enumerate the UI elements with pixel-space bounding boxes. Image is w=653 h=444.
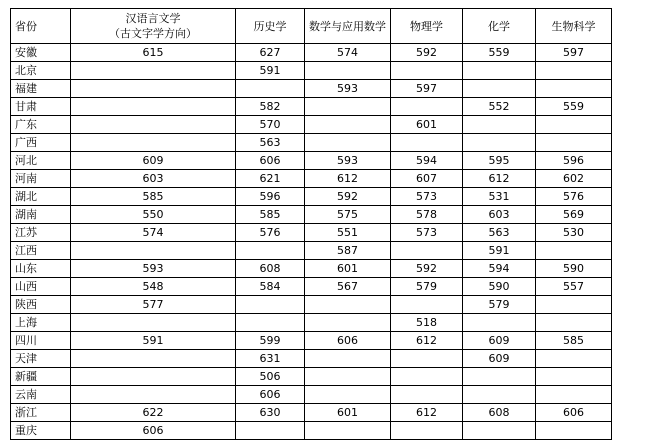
province-cell: 福建 [11, 80, 71, 98]
table-row [11, 386, 612, 404]
header-chinese-literature [71, 9, 236, 44]
table-row [11, 62, 612, 80]
score-cell [391, 422, 463, 440]
score-cell: 577 [71, 296, 236, 314]
score-cell: 601 [305, 404, 391, 422]
score-cell [236, 242, 305, 260]
header-history: 历史学 [236, 9, 305, 44]
score-cell: 606 [236, 386, 305, 404]
score-cell [536, 80, 612, 98]
score-cell [391, 350, 463, 368]
score-cell [463, 80, 536, 98]
table-row [11, 116, 612, 134]
score-cell: 596 [236, 188, 305, 206]
score-cell: 622 [71, 404, 236, 422]
score-cell: 591 [71, 332, 236, 350]
header-physics: 物理学 [391, 9, 463, 44]
score-cell: 595 [463, 152, 536, 170]
score-cell [71, 386, 236, 404]
province-cell: 甘肃 [11, 98, 71, 116]
score-cell: 592 [391, 260, 463, 278]
score-cell: 609 [463, 350, 536, 368]
table-row [11, 224, 612, 242]
score-cell [536, 134, 612, 152]
score-cell: 550 [71, 206, 236, 224]
score-cell: 599 [236, 332, 305, 350]
score-cell: 585 [236, 206, 305, 224]
table-row [11, 170, 612, 188]
score-cell [463, 368, 536, 386]
table-row [11, 260, 612, 278]
score-cell: 601 [305, 260, 391, 278]
score-cell: 621 [236, 170, 305, 188]
score-cell: 603 [463, 206, 536, 224]
table-row [11, 188, 612, 206]
score-cell [71, 134, 236, 152]
score-cell: 576 [536, 188, 612, 206]
score-cell: 563 [463, 224, 536, 242]
score-cell: 573 [391, 224, 463, 242]
score-cell [391, 386, 463, 404]
table-row [11, 98, 612, 116]
score-cell [71, 116, 236, 134]
score-cell [236, 296, 305, 314]
score-cell: 596 [536, 152, 612, 170]
score-cell [463, 116, 536, 134]
score-cell: 592 [391, 44, 463, 62]
score-cell: 606 [305, 332, 391, 350]
score-cell: 593 [305, 80, 391, 98]
score-table-container [10, 8, 612, 440]
score-cell [536, 62, 612, 80]
score-cell [463, 314, 536, 332]
score-cell: 612 [305, 170, 391, 188]
table-row [11, 404, 612, 422]
score-cell: 579 [463, 296, 536, 314]
score-cell [305, 62, 391, 80]
province-cell: 重庆 [11, 422, 71, 440]
province-cell: 四川 [11, 332, 71, 350]
score-cell [536, 368, 612, 386]
score-cell [536, 242, 612, 260]
score-cell [305, 116, 391, 134]
score-cell: 607 [391, 170, 463, 188]
score-cell [463, 386, 536, 404]
score-cell [536, 314, 612, 332]
score-cell: 570 [236, 116, 305, 134]
score-cell: 594 [463, 260, 536, 278]
score-cell: 574 [71, 224, 236, 242]
score-cell: 615 [71, 44, 236, 62]
score-cell: 530 [536, 224, 612, 242]
score-cell: 597 [391, 80, 463, 98]
province-cell: 湖北 [11, 188, 71, 206]
score-cell: 606 [236, 152, 305, 170]
score-cell [71, 98, 236, 116]
score-cell: 563 [236, 134, 305, 152]
score-cell: 573 [391, 188, 463, 206]
score-cell: 612 [391, 332, 463, 350]
score-cell [463, 134, 536, 152]
score-cell [236, 314, 305, 332]
score-cell [71, 62, 236, 80]
score-cell: 506 [236, 368, 305, 386]
score-cell: 585 [536, 332, 612, 350]
score-cell: 594 [391, 152, 463, 170]
table-row [11, 242, 612, 260]
table-row [11, 152, 612, 170]
score-cell [305, 314, 391, 332]
score-cell: 575 [305, 206, 391, 224]
score-cell [236, 422, 305, 440]
table-row [11, 206, 612, 224]
score-cell: 574 [305, 44, 391, 62]
score-cell [305, 296, 391, 314]
score-cell [305, 386, 391, 404]
score-cell: 603 [71, 170, 236, 188]
header-chemistry: 化学 [463, 9, 536, 44]
table-row [11, 350, 612, 368]
score-cell: 601 [391, 116, 463, 134]
score-cell [305, 368, 391, 386]
table-body [11, 44, 612, 440]
score-cell: 630 [236, 404, 305, 422]
score-cell: 552 [463, 98, 536, 116]
score-cell: 627 [236, 44, 305, 62]
header-chinese-literature-line2: （古文字学方向） [109, 27, 197, 40]
province-cell: 广东 [11, 116, 71, 134]
score-cell: 582 [236, 98, 305, 116]
province-cell: 山东 [11, 260, 71, 278]
score-cell [391, 62, 463, 80]
table-row [11, 422, 612, 440]
score-cell [71, 368, 236, 386]
table-row [11, 278, 612, 296]
score-cell: 567 [305, 278, 391, 296]
table-row [11, 134, 612, 152]
score-cell [71, 314, 236, 332]
score-cell: 590 [536, 260, 612, 278]
score-cell: 608 [236, 260, 305, 278]
score-cell [536, 350, 612, 368]
score-cell [305, 98, 391, 116]
header-mathematics: 数学与应用数学 [305, 9, 391, 44]
province-cell: 江西 [11, 242, 71, 260]
table-row [11, 314, 612, 332]
admission-score-table [10, 8, 612, 440]
score-cell: 559 [536, 98, 612, 116]
score-cell [305, 422, 391, 440]
score-cell: 569 [536, 206, 612, 224]
score-cell: 631 [236, 350, 305, 368]
province-cell: 陕西 [11, 296, 71, 314]
score-cell [391, 242, 463, 260]
header-province: 省份 [11, 9, 71, 44]
table-row [11, 368, 612, 386]
score-cell: 576 [236, 224, 305, 242]
score-cell [391, 296, 463, 314]
score-cell: 591 [463, 242, 536, 260]
score-cell [463, 62, 536, 80]
score-cell [305, 350, 391, 368]
province-cell: 天津 [11, 350, 71, 368]
score-cell: 612 [463, 170, 536, 188]
province-cell: 山西 [11, 278, 71, 296]
score-cell: 608 [463, 404, 536, 422]
score-cell [305, 134, 391, 152]
score-cell: 587 [305, 242, 391, 260]
score-cell: 609 [463, 332, 536, 350]
score-cell [536, 422, 612, 440]
score-cell: 518 [391, 314, 463, 332]
score-cell: 559 [463, 44, 536, 62]
score-cell: 606 [71, 422, 236, 440]
province-cell: 河南 [11, 170, 71, 188]
table-header-row [11, 9, 612, 44]
table-row [11, 80, 612, 98]
province-cell: 北京 [11, 62, 71, 80]
score-cell [391, 134, 463, 152]
score-cell [536, 386, 612, 404]
score-cell [391, 368, 463, 386]
score-cell [71, 350, 236, 368]
score-cell: 592 [305, 188, 391, 206]
score-cell [71, 80, 236, 98]
score-cell: 609 [71, 152, 236, 170]
province-cell: 上海 [11, 314, 71, 332]
province-cell: 江苏 [11, 224, 71, 242]
score-cell [71, 242, 236, 260]
score-cell: 591 [236, 62, 305, 80]
score-cell: 593 [71, 260, 236, 278]
score-cell: 557 [536, 278, 612, 296]
score-cell: 585 [71, 188, 236, 206]
score-cell [463, 422, 536, 440]
header-chinese-literature-line1: 汉语言文学 [125, 12, 181, 25]
province-cell: 新疆 [11, 368, 71, 386]
score-cell: 579 [391, 278, 463, 296]
header-biology: 生物科学 [536, 9, 612, 44]
province-cell: 浙江 [11, 404, 71, 422]
score-cell [236, 80, 305, 98]
score-cell [391, 98, 463, 116]
province-cell: 安徽 [11, 44, 71, 62]
score-cell: 548 [71, 278, 236, 296]
score-cell [536, 296, 612, 314]
score-cell: 597 [536, 44, 612, 62]
province-cell: 河北 [11, 152, 71, 170]
score-cell [536, 116, 612, 134]
score-cell: 551 [305, 224, 391, 242]
score-cell: 593 [305, 152, 391, 170]
province-cell: 广西 [11, 134, 71, 152]
score-cell: 531 [463, 188, 536, 206]
table-row [11, 296, 612, 314]
province-cell: 云南 [11, 386, 71, 404]
province-cell: 湖南 [11, 206, 71, 224]
score-cell: 590 [463, 278, 536, 296]
score-cell: 584 [236, 278, 305, 296]
table-row [11, 44, 612, 62]
score-cell: 578 [391, 206, 463, 224]
table-row [11, 332, 612, 350]
score-cell: 606 [536, 404, 612, 422]
score-cell: 602 [536, 170, 612, 188]
score-cell: 612 [391, 404, 463, 422]
